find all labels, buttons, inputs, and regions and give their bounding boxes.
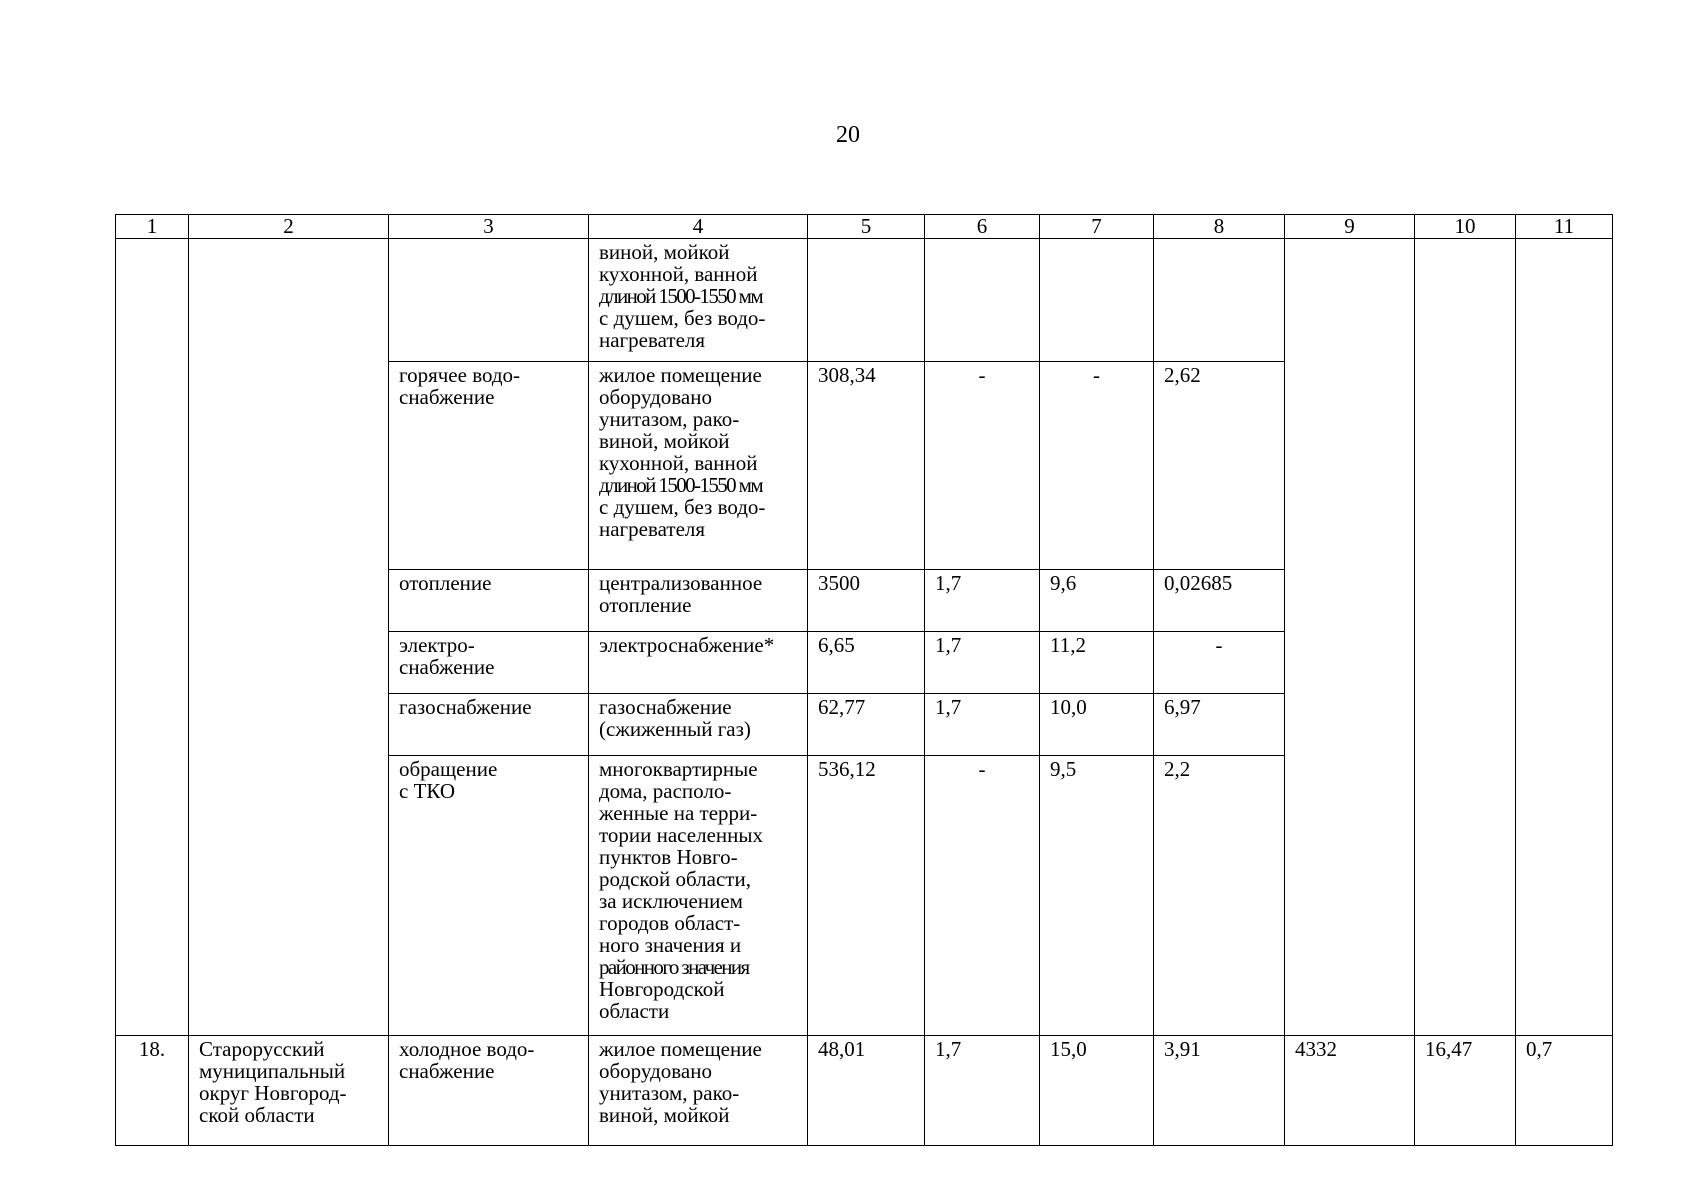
cell-value: 10,0 — [1040, 694, 1154, 756]
cell-value: 1,7 — [925, 632, 1040, 694]
cell-description — [589, 362, 808, 570]
cell-municipality: Старорусский муниципальный округ Новгород- ской области — [189, 1036, 389, 1146]
header-row — [116, 215, 1613, 239]
cell-value: 6,97 — [1154, 694, 1285, 756]
text-line: длиной 1500-1550 мм — [599, 473, 763, 497]
cell-municipality — [189, 239, 389, 1036]
cell-value: 48,01 — [808, 1036, 925, 1146]
text-line: родской области, — [599, 867, 751, 891]
cell-description: централизованное отопление — [589, 570, 808, 632]
cell-value: 1,7 — [925, 570, 1040, 632]
cell-value: 62,77 — [808, 694, 925, 756]
cell-value: 0,02685 — [1154, 570, 1285, 632]
text-line: Новгородской — [599, 977, 725, 1001]
header-cell: 3 — [389, 215, 589, 239]
header-cell: 10 — [1415, 215, 1516, 239]
text-line: с душем, без водо- — [599, 495, 766, 519]
text-line: ного значения и — [599, 933, 742, 957]
cell-value: 16,47 — [1415, 1036, 1516, 1146]
header-cell: 9 — [1285, 215, 1415, 239]
text-line: унитазом, рако- — [599, 407, 740, 431]
cell-value: 9,6 — [1040, 570, 1154, 632]
cell-value: - — [925, 362, 1040, 570]
text-line: кухонной, ванной — [599, 451, 758, 475]
cell-value — [1154, 239, 1285, 362]
cell-value: 0,7 — [1516, 1036, 1613, 1146]
cell-service: отопление — [389, 570, 589, 632]
cell-number — [116, 239, 189, 1036]
text-line: оборудовано — [599, 385, 712, 409]
cell-value: - — [925, 756, 1040, 1036]
header-cell: 6 — [925, 215, 1040, 239]
header-cell: 4 — [589, 215, 808, 239]
cell-service — [389, 239, 589, 362]
text-line: с душем, без водо- — [599, 306, 766, 330]
cell-col9 — [1285, 239, 1415, 1036]
cell-description: электроснабжение* — [589, 632, 808, 694]
text-line: виной, мойкой — [599, 240, 730, 264]
page-number: 20 — [836, 122, 860, 148]
cell-value — [925, 239, 1040, 362]
table-row — [116, 239, 1613, 362]
cell-value: 536,12 — [808, 756, 925, 1036]
text-line: многоквартирные — [599, 757, 758, 781]
tariff-table — [115, 214, 1613, 1146]
cell-value: 3,91 — [1154, 1036, 1285, 1146]
cell-value: 308,34 — [808, 362, 925, 570]
cell-value: 3500 — [808, 570, 925, 632]
header-cell: 1 — [116, 215, 189, 239]
cell-value: 4332 — [1285, 1036, 1415, 1146]
text-line: городов област- — [599, 911, 741, 935]
cell-value: 15,0 — [1040, 1036, 1154, 1146]
cell-value: 9,5 — [1040, 756, 1154, 1036]
cell-description — [589, 239, 808, 362]
text-line: районного значения — [599, 955, 749, 979]
header-cell: 2 — [189, 215, 389, 239]
cell-description — [589, 756, 808, 1036]
text-line: жилое помещение — [599, 363, 762, 387]
cell-service: газоснабжение — [389, 694, 589, 756]
text-line: тории населенных — [599, 823, 763, 847]
text-line: пунктов Новго- — [599, 845, 738, 869]
table-row — [116, 1036, 1613, 1146]
text-line: женные на терри- — [599, 801, 758, 825]
cell-value: 1,7 — [925, 694, 1040, 756]
cell-value: 1,7 — [925, 1036, 1040, 1146]
header-cell: 11 — [1516, 215, 1613, 239]
cell-col11 — [1516, 239, 1613, 1036]
text-line: нагревателя — [599, 328, 706, 352]
text-line: за исключением — [599, 889, 743, 913]
cell-number: 18. — [116, 1036, 189, 1146]
header-cell: 8 — [1154, 215, 1285, 239]
header-cell: 5 — [808, 215, 925, 239]
cell-service: горячее водо- снабжение — [389, 362, 589, 570]
cell-value: 6,65 — [808, 632, 925, 694]
cell-value — [1040, 239, 1154, 362]
cell-col10 — [1415, 239, 1516, 1036]
cell-service: обращение с ТКО — [389, 756, 589, 1036]
cell-service: холодное водо- снабжение — [389, 1036, 589, 1146]
cell-description: газоснабжение (сжиженный газ) — [589, 694, 808, 756]
cell-value: 11,2 — [1040, 632, 1154, 694]
cell-value: 2,2 — [1154, 756, 1285, 1036]
cell-service: электро- снабжение — [389, 632, 589, 694]
text-line: области — [599, 999, 670, 1023]
cell-description: жилое помещение оборудовано унитазом, рако- виной, мойкой — [589, 1036, 808, 1146]
header-cell: 7 — [1040, 215, 1154, 239]
cell-value: - — [1040, 362, 1154, 570]
cell-value: - — [1154, 632, 1285, 694]
cell-value — [808, 239, 925, 362]
text-line: виной, мойкой — [599, 429, 730, 453]
text-line: длиной 1500-1550 мм — [599, 284, 763, 308]
cell-value: 2,62 — [1154, 362, 1285, 570]
text-line: кухонной, ванной — [599, 262, 758, 286]
text-line: дома, располо- — [599, 779, 732, 803]
text-line: нагревателя — [599, 517, 706, 541]
